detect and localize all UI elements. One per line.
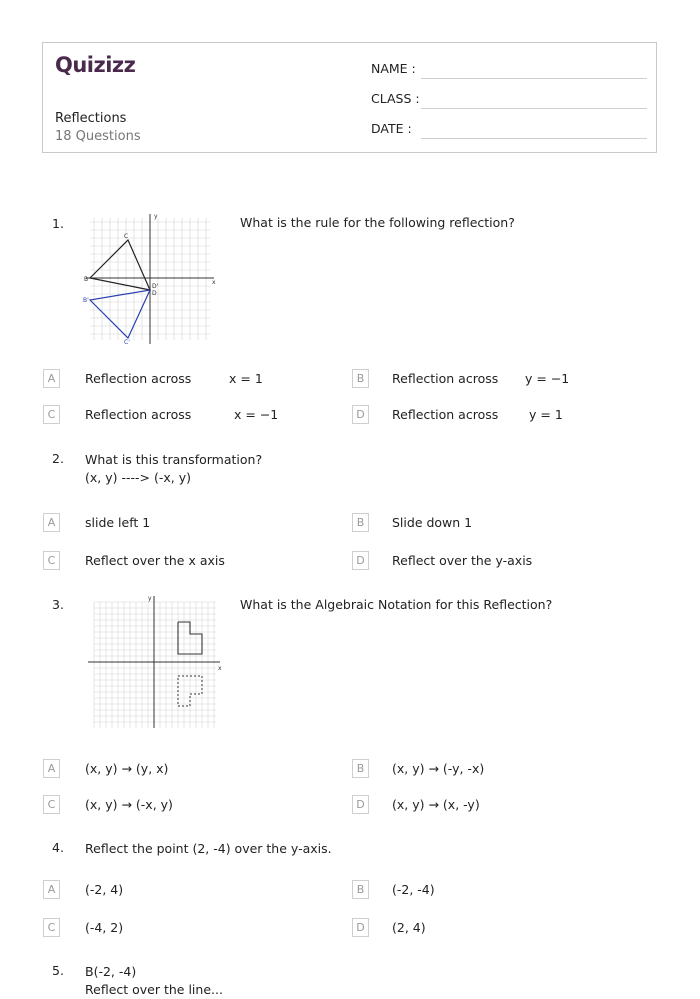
option-label: (-2, 4) [85,882,124,897]
option-label: slide left 1 [85,515,151,530]
option-badge[interactable]: D [352,551,369,570]
option-badge[interactable]: D [352,918,369,937]
option-label: (2, 4) [392,920,426,935]
option-label: Slide down 1 [392,515,473,530]
question-subtext: (x, y) ----> (-x, y) [85,470,191,485]
option-badge[interactable]: C [43,795,60,814]
question-text: Reflect the point (2, -4) over the y-axis. [85,841,332,856]
question-text: What is this transformation? [85,452,263,467]
question-number: 3. [52,597,64,612]
option-badge[interactable]: B [352,880,369,899]
option-badge[interactable]: C [43,918,60,937]
point-label-b-prime: B' [83,297,89,304]
option-badge[interactable]: A [43,759,60,778]
option-label: (x, y) → (-x, y) [85,797,173,812]
option-value: y = −1 [525,371,570,386]
name-label: NAME : [371,61,416,76]
option-badge[interactable]: C [43,405,60,424]
question-text: What is the Algebraic Notation for this Reflection? [240,597,553,612]
option-label: (x, y) → (y, x) [85,761,169,776]
option-label: (-2, -4) [392,882,435,897]
option-label: Reflect over the x axis [85,553,225,568]
worksheet-title: Reflections [55,111,127,126]
worksheet-header [42,42,657,153]
option-label: Reflection across [85,407,192,422]
point-label-c-prime: C' [124,339,130,346]
option-value: x = −1 [234,407,279,422]
point-label-d: D [152,290,157,297]
quizizz-logo: Quizizz [55,53,136,77]
option-badge[interactable]: B [352,759,369,778]
question-count: 18 Questions [55,129,141,144]
question-text: B(-2, -4) [85,964,137,979]
option-badge[interactable]: B [352,369,369,388]
option-badge[interactable]: D [352,795,369,814]
option-badge[interactable]: A [43,513,60,532]
point-label-b: B [84,276,89,283]
option-badge[interactable]: B [352,513,369,532]
q1-figure [82,210,222,350]
option-label: (-4, 2) [85,920,124,935]
point-label-c: C [124,233,129,240]
option-label: (x, y) → (x, -y) [392,797,480,812]
option-label: Reflection across [392,407,499,422]
question-text: What is the rule for the following reflection? [240,215,515,230]
option-label: Reflect over the y-axis [392,553,533,568]
option-value: y = 1 [529,407,563,422]
question-number: 4. [52,840,64,855]
option-label: Reflection across [85,371,192,386]
x-axis-label: x [212,279,216,286]
y-axis-label: y [148,595,152,602]
option-badge[interactable]: D [352,405,369,424]
y-axis-label: y [154,213,158,220]
point-label-d-prime: D' [152,283,159,290]
option-label: (x, y) → (-y, -x) [392,761,485,776]
option-label: Reflection across [392,371,499,386]
question-number: 5. [52,963,64,978]
option-badge[interactable]: A [43,880,60,899]
class-label: CLASS : [371,91,420,106]
date-label: DATE : [371,121,412,136]
date-line[interactable] [421,138,647,139]
class-line[interactable] [421,108,647,109]
x-axis-label: x [218,665,222,672]
option-badge[interactable]: C [43,551,60,570]
question-subtext: Reflect over the line... [85,982,223,997]
question-number: 2. [52,451,64,466]
question-number: 1. [52,216,64,231]
q3-figure [84,592,224,732]
name-line[interactable] [421,78,647,79]
option-badge[interactable]: A [43,369,60,388]
option-value: x = 1 [229,371,263,386]
